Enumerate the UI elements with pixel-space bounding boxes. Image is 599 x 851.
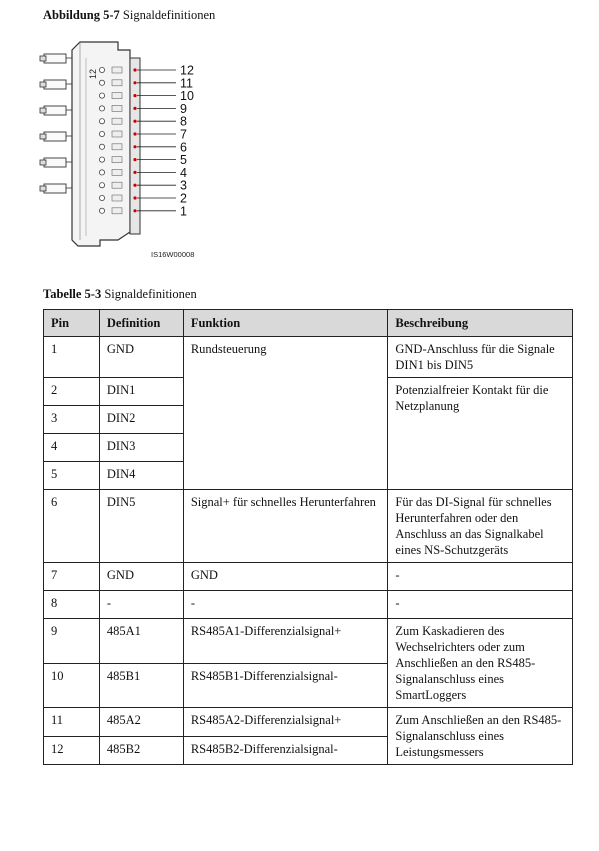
pin-cell: 9 xyxy=(44,619,100,664)
screw-head xyxy=(40,186,46,191)
pin-hole xyxy=(99,106,104,111)
pin-number-label: 7 xyxy=(180,127,187,142)
pin-cell: 7 xyxy=(44,563,100,591)
function-cell: - xyxy=(183,591,388,619)
pin-number-label: 8 xyxy=(180,114,187,129)
function-cell: Signal+ für schnelles Herunterfahren xyxy=(183,490,388,563)
table-caption xyxy=(43,287,197,302)
pin-marker xyxy=(133,184,136,187)
table-row xyxy=(44,619,573,664)
pin-marker xyxy=(133,120,136,123)
pin-hole xyxy=(99,67,104,72)
connector-mark: 12 xyxy=(88,68,98,79)
pin-marker xyxy=(133,171,136,174)
pin-cell: 2 xyxy=(44,378,100,406)
figure-caption xyxy=(43,8,215,23)
function-cell: RS485A2-Differenzialsignal+ xyxy=(183,708,388,737)
pin-socket xyxy=(112,169,122,175)
screw-head xyxy=(40,82,46,87)
screw-head xyxy=(40,108,46,113)
description-cell: Potenzialfreier Kontakt für die Netzplanung xyxy=(388,378,573,490)
function-cell: RS485B2-Differenzialsignal- xyxy=(183,736,388,765)
pin-hole xyxy=(99,93,104,98)
screw-head xyxy=(40,160,46,165)
table-header-row xyxy=(44,310,573,337)
pin-socket xyxy=(112,144,122,150)
connector-figure xyxy=(38,36,268,272)
function-cell: RS485A1-Differenzialsignal+ xyxy=(183,619,388,664)
pin-marker xyxy=(133,196,136,199)
table-row xyxy=(44,563,573,591)
pin-marker xyxy=(133,132,136,135)
definition-cell: DIN4 xyxy=(99,462,183,490)
pin-socket xyxy=(112,105,122,111)
definition-cell: 485A2 xyxy=(99,708,183,737)
pin-number-label: 1 xyxy=(180,204,187,219)
pin-hole xyxy=(99,170,104,175)
pin-marker xyxy=(133,107,136,110)
pin-number-label: 3 xyxy=(180,178,187,193)
definition-cell: 485B1 xyxy=(99,663,183,708)
description-cell: GND-Anschluss für die Signale DIN1 bis DIN5 xyxy=(388,337,573,378)
pin-hole xyxy=(99,157,104,162)
pin-cell: 1 xyxy=(44,337,100,378)
pin-hole xyxy=(99,144,104,149)
screw-terminal xyxy=(44,54,66,63)
description-cell: - xyxy=(388,591,573,619)
definition-cell: DIN2 xyxy=(99,406,183,434)
pin-number-label: 11 xyxy=(180,76,193,91)
definition-cell: GND xyxy=(99,563,183,591)
pin-hole xyxy=(99,183,104,188)
pin-socket xyxy=(112,195,122,201)
pin-hole xyxy=(99,195,104,200)
pin-cell: 10 xyxy=(44,663,100,708)
signal-table xyxy=(43,309,573,765)
description-cell: Zum Kaskadieren des Wechselrichters oder zum Anschließen an den RS485-Signalanschluss eines SmartLoggers xyxy=(388,619,573,708)
screw-terminal xyxy=(44,80,66,89)
table-title: Signaldefinitionen xyxy=(104,287,197,301)
pin-hole xyxy=(99,80,104,85)
screw-head xyxy=(40,134,46,139)
pin-cell: 4 xyxy=(44,434,100,462)
pin-number-label: 5 xyxy=(180,153,187,168)
screw-terminal xyxy=(44,106,66,115)
pin-marker xyxy=(133,68,136,71)
definition-cell: 485A1 xyxy=(99,619,183,664)
table-row xyxy=(44,490,573,563)
table-label: Tabelle 5-3 xyxy=(43,287,102,301)
pin-cell: 8 xyxy=(44,591,100,619)
screw-terminals xyxy=(40,54,72,193)
pin-number-label: 10 xyxy=(180,89,194,104)
pin-marker xyxy=(133,94,136,97)
description-cell: Zum Anschließen an den RS485-Signalanschluss eines Leistungsmessers xyxy=(388,708,573,765)
pin-number-label: 12 xyxy=(180,63,194,78)
definition-cell: DIN5 xyxy=(99,490,183,563)
screw-terminal xyxy=(44,158,66,167)
pin-socket xyxy=(112,80,122,86)
function-cell: RS485B1-Differenzialsignal- xyxy=(183,663,388,708)
function-cell: Rundsteuerung xyxy=(183,337,388,490)
pin-hole xyxy=(99,119,104,124)
pin-cell: 5 xyxy=(44,462,100,490)
definition-cell: - xyxy=(99,591,183,619)
table-row xyxy=(44,708,573,737)
header-description: Beschreibung xyxy=(388,310,573,337)
definition-cell: DIN3 xyxy=(99,434,183,462)
screw-head xyxy=(40,56,46,61)
pin-leaders xyxy=(133,64,194,219)
pin-marker xyxy=(133,145,136,148)
pin-socket xyxy=(112,67,122,73)
table-row xyxy=(44,591,573,619)
pin-socket xyxy=(112,157,122,163)
header-function: Funktion xyxy=(183,310,388,337)
pin-socket xyxy=(112,208,122,214)
pin-socket xyxy=(112,131,122,137)
description-cell: Für das DI-Signal für schnelles Herunterfahren oder den Anschluss an das Signalkabel eines NS-Schutzgeräts xyxy=(388,490,573,563)
definition-cell: GND xyxy=(99,337,183,378)
pin-number-label: 4 xyxy=(180,165,187,180)
pin-cell: 3 xyxy=(44,406,100,434)
figure-label: Abbildung 5-7 xyxy=(43,8,120,22)
pin-socket xyxy=(112,118,122,124)
pin-socket xyxy=(112,93,122,99)
table-row xyxy=(44,337,573,378)
pin-marker xyxy=(133,158,136,161)
pin-socket xyxy=(112,182,122,188)
definition-cell: 485B2 xyxy=(99,736,183,765)
screw-terminal xyxy=(44,184,66,193)
header-definition: Definition xyxy=(99,310,183,337)
function-cell: GND xyxy=(183,563,388,591)
pin-hole xyxy=(99,131,104,136)
description-cell: - xyxy=(388,563,573,591)
figure-title: Signaldefinitionen xyxy=(122,8,216,22)
pin-marker xyxy=(133,209,136,212)
pin-marker xyxy=(133,81,136,84)
pin-number-label: 6 xyxy=(180,140,187,155)
pin-number-label: 2 xyxy=(180,191,187,206)
pin-number-label: 9 xyxy=(180,101,187,116)
pin-hole xyxy=(99,208,104,213)
pin-cell: 12 xyxy=(44,736,100,765)
definition-cell: DIN1 xyxy=(99,378,183,406)
pin-cell: 11 xyxy=(44,708,100,737)
header-pin: Pin xyxy=(44,310,100,337)
screw-terminal xyxy=(44,132,66,141)
pin-cell: 6 xyxy=(44,490,100,563)
figure-image-id: IS16W00008 xyxy=(151,250,195,259)
